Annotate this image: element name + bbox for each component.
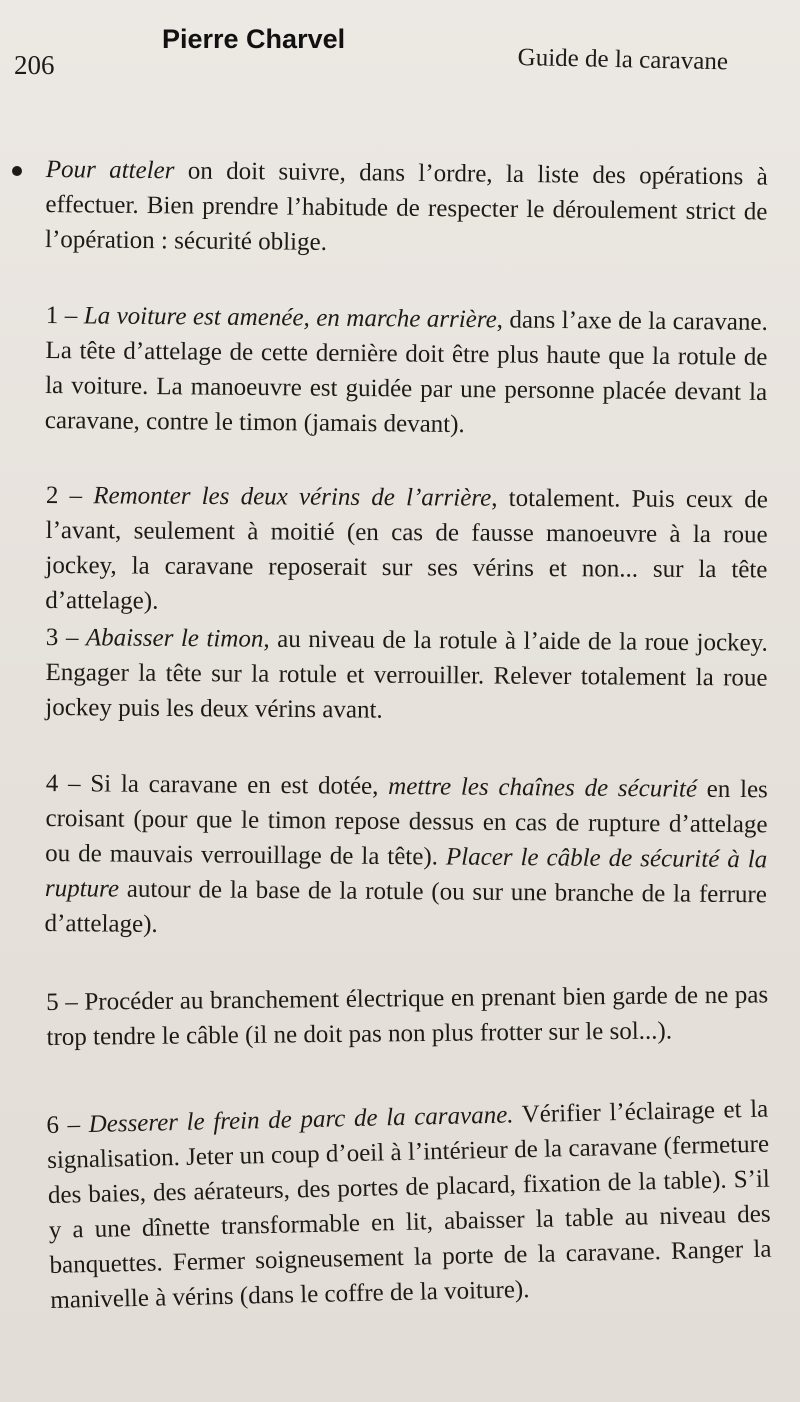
intro-paragraph (45, 152, 768, 265)
intro-lead: Pour atteler (45, 155, 175, 185)
step-number: 4 – (45, 769, 91, 798)
step-number: 5 – (46, 988, 85, 1016)
step-4-paragraph (44, 766, 767, 947)
step-2-paragraph (45, 478, 768, 622)
step-mid: en les croisant (pour que le timon repose dessus en cas de rupture d’attelage ou de mauvais verrouillage de la tête). (45, 775, 768, 871)
step-text: Procéder au branchement électrique en prenant bien garde de ne pas trop tendre le câble (il ne doit pas non plus frotter sur le sol...). (46, 981, 769, 1051)
bullet-icon (12, 166, 22, 176)
step-5-paragraph (46, 977, 769, 1055)
step-text: Vérifier l’éclairage et la signalisation. Jeter un coup d’oeil à l’intérieur de la caravane (fermeture des baies, des aérateurs, des portes de placard, fixation de la table). S’il y a une dînette transformable en lit, abaisser la table au niveau des banquettes. Fermer soigneusement la porte de la caravane. Ranger la manivelle à vérins (dans le coffre de la voiture). (46, 1095, 772, 1314)
step-text: , dans l’axe de la caravane. La tête d’attelage de cette dernière doit être plus haute que la rotule de la voiture. La manoeuvre est guidée par une personne placée devant la caravane, contre le timon (jamais devant). (44, 306, 768, 439)
step-lead: mettre les chaînes de sécurité (388, 772, 698, 803)
running-title: Guide de la caravane (517, 44, 729, 76)
step-6-paragraph (46, 1092, 773, 1318)
step-number: 2 – (45, 481, 94, 510)
step-lead: Remonter les deux vérins de l’arrière (93, 482, 492, 512)
step-text: autour de la base de la rotule (ou sur une branche de la ferrure d’attelage). (44, 875, 768, 938)
step-text: , totalement. Puis ceux de l’avant, seulement à moitié (en cas de fausse manoeuvre à la roue jockey, la caravane reposerait sur ses vérins et non... sur la tête d’attelage). (45, 484, 768, 615)
page-number: 206 (14, 50, 55, 80)
step-lead: La voiture est amenée, en marche arrière (83, 302, 497, 334)
step-number: 1 – (45, 301, 84, 330)
step-pre: Si la caravane en est dotée, (90, 770, 389, 800)
step-lead: Abaisser le timon (85, 624, 264, 653)
step-1-paragraph (45, 298, 768, 445)
step-lead: Desserer le frein de parc de la caravane. (88, 1101, 514, 1139)
intro-text: on doit suivre, dans l’ordre, la liste des opérations à effectuer. Bien prendre l’habitude de respecter le déroulement strict de l’opération : sécurité oblige. (44, 157, 768, 256)
step-number: 3 – (45, 623, 86, 652)
step-3-paragraph (45, 620, 768, 731)
step-number: 6 – (46, 1111, 89, 1139)
step-lead-secondary: Placer le câble de sécurité à la rupture (44, 843, 768, 903)
step-text: , au niveau de la rotule à l’aide de la roue jockey. Engager la tête sur la rotule et verrouiller. Relever totalement la roue jockey puis les deux vérins avant. (45, 625, 768, 724)
author-name: Pierre Charvel (162, 24, 346, 54)
